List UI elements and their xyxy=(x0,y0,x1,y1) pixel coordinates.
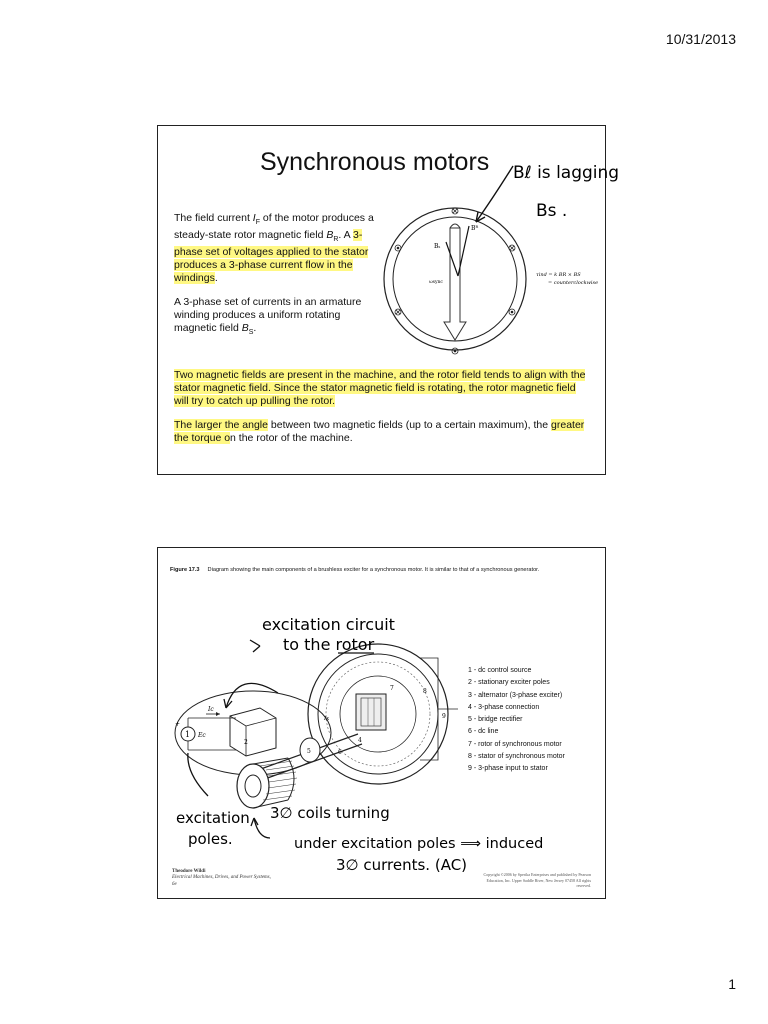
paragraph-two-fields: Two magnetic fields are present in the machine, and the rotor field tends to align with the stator magnetic field. Since the stator magnetic field is rotating, the rotor magnetic field will try to catch up pulling the rotor. xyxy=(174,369,586,407)
svg-text:2: 2 xyxy=(244,739,248,746)
slide-synchronous-motors xyxy=(157,125,620,475)
br-label: Bᴿ xyxy=(471,225,479,232)
bs-label: Bₛ xyxy=(434,243,441,250)
figure-caption: Figure 17.3 Diagram showing the main components of a brushless exciter for a synchronous motor. It is similar to that of a synchronous generator. xyxy=(170,567,540,573)
annotation-arrow-circuit xyxy=(226,683,278,708)
bs-vector xyxy=(446,242,458,276)
annotation-coils-turning: 3∅ coils turning xyxy=(270,804,390,822)
ic-label: Ic xyxy=(208,706,214,713)
paragraph-torque-angle: The larger the angle between two magnetic fields (up to a certain maximum), the greater the torque on the rotor of the machine. xyxy=(174,419,585,444)
annotation-arrow-poles xyxy=(188,753,208,796)
svg-text:5: 5 xyxy=(307,748,311,755)
date: 10/31/2013 xyxy=(665,31,736,47)
annotation-excitation-circuit: excitation circuit xyxy=(262,615,395,634)
author-credit: Theodore Wildi Electrical Machines, Drives, and Power Systems, 6e xyxy=(172,868,271,887)
copyright-notice: Copyright ©2006 by Sperika Enterprises and published by Pearson Education, Inc. Upper Saddle River, New Jersey 07458 All rights reserved. xyxy=(483,872,591,888)
paragraph-rotating-field: A 3-phase set of currents in an armature winding produces a uniform rotating magnetic field $B_S$. xyxy=(174,296,362,337)
annotation-currents: 3∅ currents. (AC) xyxy=(336,856,468,874)
rotor-pole xyxy=(356,694,386,730)
paragraph-field-current: The field current $I_F$ of the motor produces a steady-state rotor magnetic field $B_R$. A 3-phase set of voltages applied to the stator produces a 3-phase current flow in the windings. xyxy=(174,212,374,285)
svg-text:8: 8 xyxy=(423,688,427,695)
svg-text:4: 4 xyxy=(358,737,362,744)
annotation-arrow xyxy=(476,166,513,222)
omega-label: ωsync xyxy=(429,280,443,285)
highlight: 3-phase set of voltages applied to the stator produces a 3-phase current flow in the windings xyxy=(174,229,369,285)
stator-outer-ring xyxy=(384,208,526,350)
legend-item: 5 - bridge rectifier xyxy=(468,716,523,724)
page-number: 1 xyxy=(728,976,736,992)
ix-label: Ix xyxy=(324,716,330,722)
annotation-lagging: Bℓ is lagging xyxy=(513,163,620,183)
svg-text:1: 1 xyxy=(185,730,191,739)
component-legend xyxy=(468,665,565,776)
annotation-poles: poles. xyxy=(188,830,233,848)
legend-item: 7 - rotor of synchronous motor xyxy=(468,740,562,748)
legend-item: 6 - dc line xyxy=(468,728,499,736)
torque-equation: τind = k BR × BS xyxy=(536,272,581,278)
annotation-bs: Bs . xyxy=(536,201,568,221)
annotation-excitation: excitation xyxy=(176,809,250,827)
motor-field-diagram xyxy=(158,126,620,474)
legend-item: 8 - stator of synchronous motor xyxy=(468,753,565,761)
legend-item: 1 - dc control source xyxy=(468,667,532,674)
svg-text:7: 7 xyxy=(390,685,394,692)
legend-item: 4 - 3-phase connection xyxy=(468,703,540,711)
torque-direction: = counterclockwise xyxy=(548,280,599,286)
slide-title: Synchronous motors xyxy=(260,148,490,176)
legend-item: 3 - alternator (3-phase exciter) xyxy=(468,691,563,699)
ec-label: Ec xyxy=(198,732,206,739)
legend-item: 9 - 3-phase input to stator xyxy=(468,765,548,773)
annotation-induced: under excitation poles ⟹ induced xyxy=(294,836,544,852)
svg-text:6: 6 xyxy=(338,749,342,756)
legend-item: 2 - stationary exciter poles xyxy=(468,679,550,687)
stator-inner-ring xyxy=(393,217,517,341)
slide-brushless-exciter xyxy=(157,547,606,899)
annotation-to-rotor: to the rotor xyxy=(283,635,375,654)
winding-symbols xyxy=(395,208,515,354)
svg-text:+: + xyxy=(175,721,181,728)
svg-text:9: 9 xyxy=(442,713,446,720)
